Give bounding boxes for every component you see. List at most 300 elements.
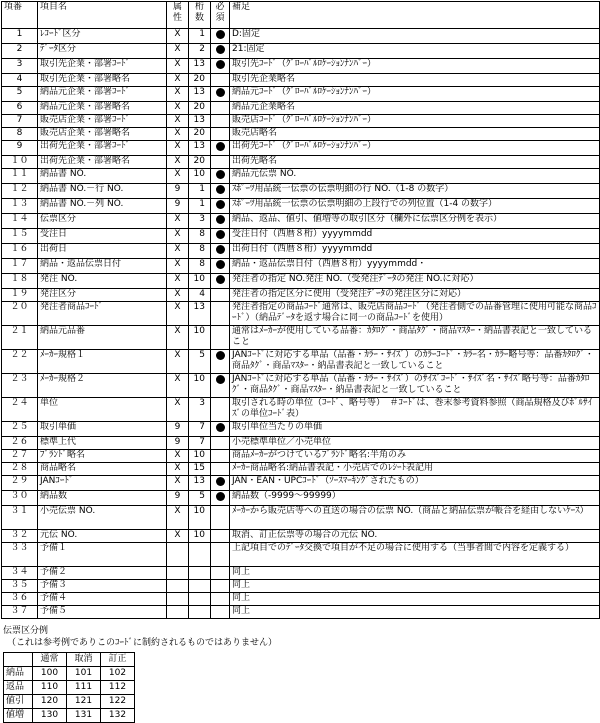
cell-required bbox=[211, 29, 230, 44]
table-row bbox=[2, 115, 600, 128]
cell-digits: 4 bbox=[189, 289, 211, 302]
table-row bbox=[2, 74, 600, 87]
cell-note: 上記項目でのﾃﾞｰﾀ交換で項目が不足の場合に使用する（当事者間で内容を定義する） bbox=[230, 543, 600, 567]
cell-attr: X bbox=[167, 289, 189, 302]
cell-attr: X bbox=[167, 115, 189, 128]
table-row bbox=[2, 398, 600, 422]
cell-required bbox=[211, 74, 230, 87]
cell-required bbox=[211, 274, 230, 289]
cell-digits bbox=[189, 580, 211, 593]
cell-digits: 20 bbox=[189, 156, 211, 169]
mini-row-value: 110 bbox=[33, 681, 67, 695]
cell-required bbox=[211, 115, 230, 128]
header-required bbox=[211, 2, 230, 29]
cell-name: 発注者商品ｺｰﾄﾞ bbox=[38, 302, 167, 326]
cell-digits: 8 bbox=[189, 259, 211, 274]
mini-header-cancel: 取消 bbox=[67, 653, 101, 667]
cell-name: 納品元企業・部署ｺｰﾄﾞ bbox=[38, 87, 167, 102]
cell-note: 商品ﾒｰｶｰがつけているﾌﾞﾗﾝﾄﾞ略名:半角のみ bbox=[230, 450, 600, 463]
cell-required bbox=[211, 128, 230, 141]
cell-attr: X bbox=[167, 156, 189, 169]
cell-no: 9 bbox=[2, 141, 38, 156]
cell-required bbox=[211, 506, 230, 530]
cell-digits: 5 bbox=[189, 491, 211, 506]
mini-table-row bbox=[4, 695, 135, 709]
table-row bbox=[2, 350, 600, 374]
cell-attr bbox=[167, 593, 189, 606]
cell-no: ２３ bbox=[2, 374, 38, 398]
cell-required bbox=[211, 184, 230, 199]
table-row bbox=[2, 102, 600, 115]
cell-attr: 9 bbox=[167, 491, 189, 506]
cell-name: 納品書 NO. bbox=[38, 169, 167, 184]
cell-digits: 20 bbox=[189, 102, 211, 115]
table-row bbox=[2, 374, 600, 398]
table-row bbox=[2, 156, 600, 169]
cell-attr: X bbox=[167, 506, 189, 530]
table-row bbox=[2, 530, 600, 543]
cell-required bbox=[211, 214, 230, 229]
cell-required bbox=[211, 169, 230, 184]
table-row bbox=[2, 543, 600, 567]
cell-name: 受注日 bbox=[38, 229, 167, 244]
cell-no: ３３ bbox=[2, 543, 38, 567]
cell-digits: 2 bbox=[189, 44, 211, 59]
cell-attr: X bbox=[167, 214, 189, 229]
cell-no: １９ bbox=[2, 289, 38, 302]
cell-required bbox=[211, 606, 230, 619]
cell-name: 伝票区分 bbox=[38, 214, 167, 229]
cell-name: 納品書 NO.－行 NO. bbox=[38, 184, 167, 199]
cell-name: ﾌﾞﾗﾝﾄﾞ略名 bbox=[38, 450, 167, 463]
cell-no: ３５ bbox=[2, 580, 38, 593]
mini-row-value: 131 bbox=[67, 709, 101, 723]
cell-digits: 7 bbox=[189, 422, 211, 437]
table-row bbox=[2, 463, 600, 476]
header-required-text: 必須 bbox=[215, 2, 225, 23]
cell-required bbox=[211, 44, 230, 59]
cell-required bbox=[211, 229, 230, 244]
cell-note: 発注者の指定 NO.発注 NO.（受発注ﾃﾞｰﾀの発注 NO.に対応） bbox=[230, 274, 600, 289]
cell-attr bbox=[167, 567, 189, 580]
cell-name: 販売店企業・部署ｺｰﾄﾞ bbox=[38, 115, 167, 128]
cell-no: 8 bbox=[2, 128, 38, 141]
cell-required bbox=[211, 199, 230, 214]
mini-table-row bbox=[4, 681, 135, 695]
cell-digits: 5 bbox=[189, 350, 211, 374]
cell-note: 納品・返品伝票日付（西暦８桁）yyyymmdd・ bbox=[230, 259, 600, 274]
required-dot-icon bbox=[216, 230, 225, 239]
cell-no: １２ bbox=[2, 184, 38, 199]
mini-row-value: 100 bbox=[33, 667, 67, 681]
cell-attr: X bbox=[167, 450, 189, 463]
cell-note: ﾒｰｶｰから販売店等への直送の場合の伝票 NO.（商品と納品伝票が帳合を経由しないｹｰｽ） bbox=[230, 506, 600, 530]
cell-required bbox=[211, 543, 230, 567]
cell-name: 納品・返品伝票日付 bbox=[38, 259, 167, 274]
cell-required bbox=[211, 141, 230, 156]
cell-note: ｽﾎﾟｰﾂ用品統一伝票の伝票明細の上段行での列位置（1-4 の数字） bbox=[230, 199, 600, 214]
cell-note: 小売標準単位／小売単位 bbox=[230, 437, 600, 450]
mini-header-normal: 通常 bbox=[33, 653, 67, 667]
mini-row-value: 130 bbox=[33, 709, 67, 723]
table-row bbox=[2, 259, 600, 274]
cell-digits: 10 bbox=[189, 530, 211, 543]
required-dot-icon bbox=[216, 88, 225, 97]
table-row bbox=[2, 302, 600, 326]
header-attr-text: 属性 bbox=[172, 2, 182, 23]
table-row bbox=[2, 593, 600, 606]
cell-name: 小売伝票 NO. bbox=[38, 506, 167, 530]
cell-attr: X bbox=[167, 169, 189, 184]
cell-attr: X bbox=[167, 326, 189, 350]
required-dot-icon bbox=[216, 477, 225, 486]
cell-attr: 9 bbox=[167, 184, 189, 199]
cell-digits bbox=[189, 543, 211, 567]
cell-attr: X bbox=[167, 141, 189, 156]
cell-required bbox=[211, 374, 230, 398]
cell-note: 取引先ｺｰﾄﾞ（ｸﾞﾛｰﾊﾞﾙﾛｹｰｼｮﾝﾅﾝﾊﾞｰ） bbox=[230, 59, 600, 74]
cell-no: ２１ bbox=[2, 326, 38, 350]
cell-note: JAN・EAN・UPCｺｰﾄﾞ（ｿｰｽﾏｰｷﾝｸﾞされたもの） bbox=[230, 476, 600, 491]
table-row bbox=[2, 59, 600, 74]
field-definition-table bbox=[1, 1, 600, 619]
cell-no: 7 bbox=[2, 115, 38, 128]
cell-name: 予備２ bbox=[38, 567, 167, 580]
cell-no: ２６ bbox=[2, 437, 38, 450]
cell-note: JANｺｰﾄﾞに対応する単品（品番・ｶﾗｰ・ｻｲｽﾞ）のｻｲｽﾞｺｰﾄﾞ・ｻｲｽﾞ名・ｻｲｽﾞ略号等：品番ｶﾀﾛｸﾞ・商品ﾀｸﾞ・商品ﾏｽﾀｰ・納品書表記と一致していること bbox=[230, 374, 600, 398]
cell-required bbox=[211, 530, 230, 543]
cell-note: 出荷日付（西暦８桁）yyyymmdd bbox=[230, 244, 600, 259]
required-dot-icon bbox=[216, 275, 225, 284]
cell-note: 納品数（-9999～99999） bbox=[230, 491, 600, 506]
table-row bbox=[2, 450, 600, 463]
cell-digits: 1 bbox=[189, 184, 211, 199]
cell-no: １０ bbox=[2, 156, 38, 169]
mini-row-value: 120 bbox=[33, 695, 67, 709]
mini-table-row bbox=[4, 709, 135, 723]
table-row bbox=[2, 229, 600, 244]
cell-note: ﾒｰｶｰ商品略名:納品書表記・小売店でのﾚｼｰﾄ表記用 bbox=[230, 463, 600, 476]
cell-digits: 1 bbox=[189, 29, 211, 44]
cell-no: ２０ bbox=[2, 302, 38, 326]
cell-digits: 10 bbox=[189, 506, 211, 530]
cell-name: 納品書 NO.－列 NO. bbox=[38, 199, 167, 214]
cell-digits: 10 bbox=[189, 374, 211, 398]
cell-required bbox=[211, 463, 230, 476]
table-row bbox=[2, 491, 600, 506]
cell-attr: X bbox=[167, 350, 189, 374]
required-dot-icon bbox=[216, 423, 225, 432]
cell-note: 21:固定 bbox=[230, 44, 600, 59]
cell-attr: X bbox=[167, 128, 189, 141]
slip-category-table bbox=[3, 652, 135, 723]
cell-name: 出荷先企業・部署ｺｰﾄﾞ bbox=[38, 141, 167, 156]
section-note: （これは参考例でありこのｺｰﾄﾞに制約されるものではありません） bbox=[7, 638, 278, 648]
table-row bbox=[2, 214, 600, 229]
cell-note: 発注者指定の商品ｺｰﾄﾞ通常は、販売店商品ｺｰﾄﾞ（発注者側での品番管理に使用可能な商品ｺｰﾄﾞ）（納品ﾃﾞｰﾀを返す場合に同一の商品ｺｰﾄﾞを使用） bbox=[230, 302, 600, 326]
header-note: 補足 bbox=[230, 2, 600, 29]
cell-attr: X bbox=[167, 244, 189, 259]
cell-attr bbox=[167, 543, 189, 567]
cell-no: 2 bbox=[2, 44, 38, 59]
cell-digits: 15 bbox=[189, 463, 211, 476]
required-dot-icon bbox=[216, 245, 225, 254]
table-row bbox=[2, 567, 600, 580]
cell-note: 販売店ｺｰﾄﾞ（ｸﾞﾛｰﾊﾞﾙﾛｹｰｼｮﾝﾅﾝﾊﾞｰ） bbox=[230, 115, 600, 128]
cell-required bbox=[211, 244, 230, 259]
table-row bbox=[2, 44, 600, 59]
table-row bbox=[2, 128, 600, 141]
cell-attr: X bbox=[167, 463, 189, 476]
cell-name: 発注 NO. bbox=[38, 274, 167, 289]
mini-table-row bbox=[4, 667, 135, 681]
cell-digits: 10 bbox=[189, 450, 211, 463]
cell-attr: X bbox=[167, 229, 189, 244]
cell-required bbox=[211, 450, 230, 463]
cell-digits: 1 bbox=[189, 199, 211, 214]
cell-attr: X bbox=[167, 259, 189, 274]
table-row bbox=[2, 506, 600, 530]
header-no: 項番 bbox=[2, 2, 38, 29]
cell-name: 予備５ bbox=[38, 606, 167, 619]
cell-note: JANｺｰﾄﾞに対応する単品（品番・ｶﾗｰ・ｻｲｽﾞ）のｶﾗｰｺｰﾄﾞ・ｶﾗｰ名・ｶﾗｰ略号等：品番ｶﾀﾛｸﾞ・商品ﾀｸﾞ・商品ﾏｽﾀｰ・納品書表記と一致していること bbox=[230, 350, 600, 374]
required-dot-icon bbox=[216, 375, 225, 384]
cell-attr: X bbox=[167, 398, 189, 422]
required-dot-icon bbox=[216, 185, 225, 194]
cell-required bbox=[211, 476, 230, 491]
cell-note: 発注者の指定区分に使用（受発注ﾃﾞｰﾀの発注区分に対応） bbox=[230, 289, 600, 302]
table-row bbox=[2, 422, 600, 437]
cell-no: 1 bbox=[2, 29, 38, 44]
cell-required bbox=[211, 326, 230, 350]
cell-note: 同上 bbox=[230, 580, 600, 593]
cell-name: JANｺｰﾄﾞ bbox=[38, 476, 167, 491]
cell-required bbox=[211, 422, 230, 437]
cell-attr: X bbox=[167, 274, 189, 289]
cell-name: 納品元品番 bbox=[38, 326, 167, 350]
table-row bbox=[2, 199, 600, 214]
cell-no: １７ bbox=[2, 259, 38, 274]
cell-note: 受注日付（西暦８桁）yyyymmdd bbox=[230, 229, 600, 244]
header-digits bbox=[189, 2, 211, 29]
mini-header-row bbox=[4, 653, 135, 667]
cell-name: 出荷先企業・部署略名 bbox=[38, 156, 167, 169]
cell-required bbox=[211, 567, 230, 580]
cell-digits: 13 bbox=[189, 141, 211, 156]
cell-no: ２２ bbox=[2, 350, 38, 374]
table-row bbox=[2, 169, 600, 184]
cell-note: 出荷先ｺｰﾄﾞ（ｸﾞﾛｰﾊﾞﾙﾛｹｰｼｮﾝﾅﾝﾊﾞｰ） bbox=[230, 141, 600, 156]
cell-note: D:固定 bbox=[230, 29, 600, 44]
mini-header-correct: 訂正 bbox=[101, 653, 135, 667]
cell-digits: 13 bbox=[189, 115, 211, 128]
cell-note: 納品元ｺｰﾄﾞ（ｸﾞﾛｰﾊﾞﾙﾛｹｰｼｮﾝﾅﾝﾊﾞｰ） bbox=[230, 87, 600, 102]
mini-row-value: 121 bbox=[67, 695, 101, 709]
cell-no: １６ bbox=[2, 244, 38, 259]
cell-attr: 9 bbox=[167, 437, 189, 450]
cell-name: 予備４ bbox=[38, 593, 167, 606]
table-row bbox=[2, 476, 600, 491]
cell-name: 標準上代 bbox=[38, 437, 167, 450]
required-dot-icon bbox=[216, 260, 225, 269]
cell-note: 販売店略名 bbox=[230, 128, 600, 141]
cell-no: 4 bbox=[2, 74, 38, 87]
cell-digits: 8 bbox=[189, 229, 211, 244]
table-row bbox=[2, 606, 600, 619]
cell-name: ﾚｺｰﾄﾞ区分 bbox=[38, 29, 167, 44]
required-dot-icon bbox=[216, 60, 225, 69]
cell-attr: 9 bbox=[167, 422, 189, 437]
required-dot-icon bbox=[216, 45, 225, 54]
cell-attr: X bbox=[167, 29, 189, 44]
mini-row-value: 132 bbox=[101, 709, 135, 723]
cell-digits: 20 bbox=[189, 128, 211, 141]
cell-name: 納品元企業・部署略名 bbox=[38, 102, 167, 115]
cell-attr: 9 bbox=[167, 199, 189, 214]
cell-note: 納品元企業略名 bbox=[230, 102, 600, 115]
cell-required bbox=[211, 580, 230, 593]
cell-no: ３４ bbox=[2, 567, 38, 580]
cell-no: ２４ bbox=[2, 398, 38, 422]
cell-required bbox=[211, 259, 230, 274]
header-attr bbox=[167, 2, 189, 29]
cell-attr: X bbox=[167, 302, 189, 326]
cell-attr bbox=[167, 606, 189, 619]
cell-no: ３１ bbox=[2, 506, 38, 530]
cell-name: 取引先企業・部署ｺｰﾄﾞ bbox=[38, 59, 167, 74]
cell-digits: 13 bbox=[189, 87, 211, 102]
required-dot-icon bbox=[216, 142, 225, 151]
mini-row-label: 値引 bbox=[4, 695, 33, 709]
cell-required bbox=[211, 437, 230, 450]
cell-no: ３０ bbox=[2, 491, 38, 506]
cell-no: １４ bbox=[2, 214, 38, 229]
cell-no: １８ bbox=[2, 274, 38, 289]
cell-name: 販売店企業・部署略名 bbox=[38, 128, 167, 141]
cell-digits: 3 bbox=[189, 398, 211, 422]
cell-note: 同上 bbox=[230, 593, 600, 606]
cell-no: ２７ bbox=[2, 450, 38, 463]
cell-required bbox=[211, 491, 230, 506]
cell-attr bbox=[167, 580, 189, 593]
cell-note: 通常はﾒｰｶｰが使用している品番：ｶﾀﾛｸﾞ・商品ﾀｸﾞ・商品ﾏｽﾀｰ・納品書表記と一致していること bbox=[230, 326, 600, 350]
cell-digits: 20 bbox=[189, 74, 211, 87]
cell-no: ２９ bbox=[2, 476, 38, 491]
cell-no: ２５ bbox=[2, 422, 38, 437]
mini-row-value: 102 bbox=[101, 667, 135, 681]
required-dot-icon bbox=[216, 492, 225, 501]
mini-row-value: 112 bbox=[101, 681, 135, 695]
cell-required bbox=[211, 156, 230, 169]
cell-no: 5 bbox=[2, 87, 38, 102]
cell-digits bbox=[189, 606, 211, 619]
cell-required bbox=[211, 102, 230, 115]
cell-digits: 13 bbox=[189, 59, 211, 74]
cell-no: １３ bbox=[2, 199, 38, 214]
table-row bbox=[2, 326, 600, 350]
cell-name: 取引先企業・部署略名 bbox=[38, 74, 167, 87]
cell-attr: X bbox=[167, 87, 189, 102]
cell-name: ﾒｰｶｰ規格２ bbox=[38, 374, 167, 398]
cell-note: ｽﾎﾟｰﾂ用品統一伝票の伝票明細の行 NO.（1-8 の数字） bbox=[230, 184, 600, 199]
mini-row-label: 納品 bbox=[4, 667, 33, 681]
table-row bbox=[2, 87, 600, 102]
cell-note: 取引単位当たりの単価 bbox=[230, 422, 600, 437]
cell-attr: X bbox=[167, 59, 189, 74]
cell-name: 出荷日 bbox=[38, 244, 167, 259]
table-row bbox=[2, 141, 600, 156]
cell-name: 元伝 NO. bbox=[38, 530, 167, 543]
cell-digits: 8 bbox=[189, 244, 211, 259]
cell-attr: X bbox=[167, 476, 189, 491]
cell-name: ﾃﾞｰﾀ区分 bbox=[38, 44, 167, 59]
cell-note: 同上 bbox=[230, 567, 600, 580]
cell-note: 取引される時の単位（ｺｰﾄﾞ、略号等） ＃ｺｰﾄﾞは、巻末参考資料参照（商品規格及びﾎﾞﾙｻｲｽﾞの単位ｺｰﾄﾞ表） bbox=[230, 398, 600, 422]
cell-attr: X bbox=[167, 102, 189, 115]
cell-note: 取引先企業略名 bbox=[230, 74, 600, 87]
cell-digits: 10 bbox=[189, 274, 211, 289]
cell-attr: X bbox=[167, 530, 189, 543]
mini-header-blank bbox=[4, 653, 33, 667]
section-title: 伝票区分例 bbox=[3, 626, 49, 636]
cell-digits bbox=[189, 567, 211, 580]
table-row bbox=[2, 580, 600, 593]
cell-name: ﾒｰｶｰ規格１ bbox=[38, 350, 167, 374]
required-dot-icon bbox=[216, 200, 225, 209]
mini-row-value: 111 bbox=[67, 681, 101, 695]
cell-attr: X bbox=[167, 74, 189, 87]
cell-digits bbox=[189, 593, 211, 606]
required-dot-icon bbox=[216, 30, 225, 39]
cell-attr: X bbox=[167, 374, 189, 398]
cell-required bbox=[211, 289, 230, 302]
cell-note: 納品元伝票 NO. bbox=[230, 169, 600, 184]
cell-no: １５ bbox=[2, 229, 38, 244]
cell-digits: 13 bbox=[189, 302, 211, 326]
cell-name: 取引単価 bbox=[38, 422, 167, 437]
cell-note: 取消、訂正伝票等の場合の元伝 NO. bbox=[230, 530, 600, 543]
required-dot-icon bbox=[216, 351, 225, 360]
cell-required bbox=[211, 59, 230, 74]
table-row bbox=[2, 184, 600, 199]
cell-name: 予備３ bbox=[38, 580, 167, 593]
mini-table-body bbox=[4, 667, 135, 723]
cell-name: 納品数 bbox=[38, 491, 167, 506]
cell-digits: 7 bbox=[189, 437, 211, 450]
cell-note: 納品、返品、値引、値増等の取引区分（欄外に伝票区分例を表示） bbox=[230, 214, 600, 229]
header-digits-text: 桁数 bbox=[194, 2, 204, 23]
cell-required bbox=[211, 350, 230, 374]
cell-required bbox=[211, 593, 230, 606]
required-dot-icon bbox=[216, 215, 225, 224]
cell-note: 同上 bbox=[230, 606, 600, 619]
cell-no: ２８ bbox=[2, 463, 38, 476]
cell-digits: 3 bbox=[189, 214, 211, 229]
cell-digits: 10 bbox=[189, 169, 211, 184]
table-row bbox=[2, 289, 600, 302]
table-header-row bbox=[2, 2, 600, 29]
cell-digits: 10 bbox=[189, 326, 211, 350]
mini-row-label: 返品 bbox=[4, 681, 33, 695]
cell-no: ３６ bbox=[2, 593, 38, 606]
cell-name: 単位 bbox=[38, 398, 167, 422]
cell-note: 出荷先略名 bbox=[230, 156, 600, 169]
table-body bbox=[2, 29, 600, 619]
cell-no: 6 bbox=[2, 102, 38, 115]
cell-attr: X bbox=[167, 44, 189, 59]
header-name: 項目名 bbox=[38, 2, 167, 29]
cell-name: 商品略名 bbox=[38, 463, 167, 476]
